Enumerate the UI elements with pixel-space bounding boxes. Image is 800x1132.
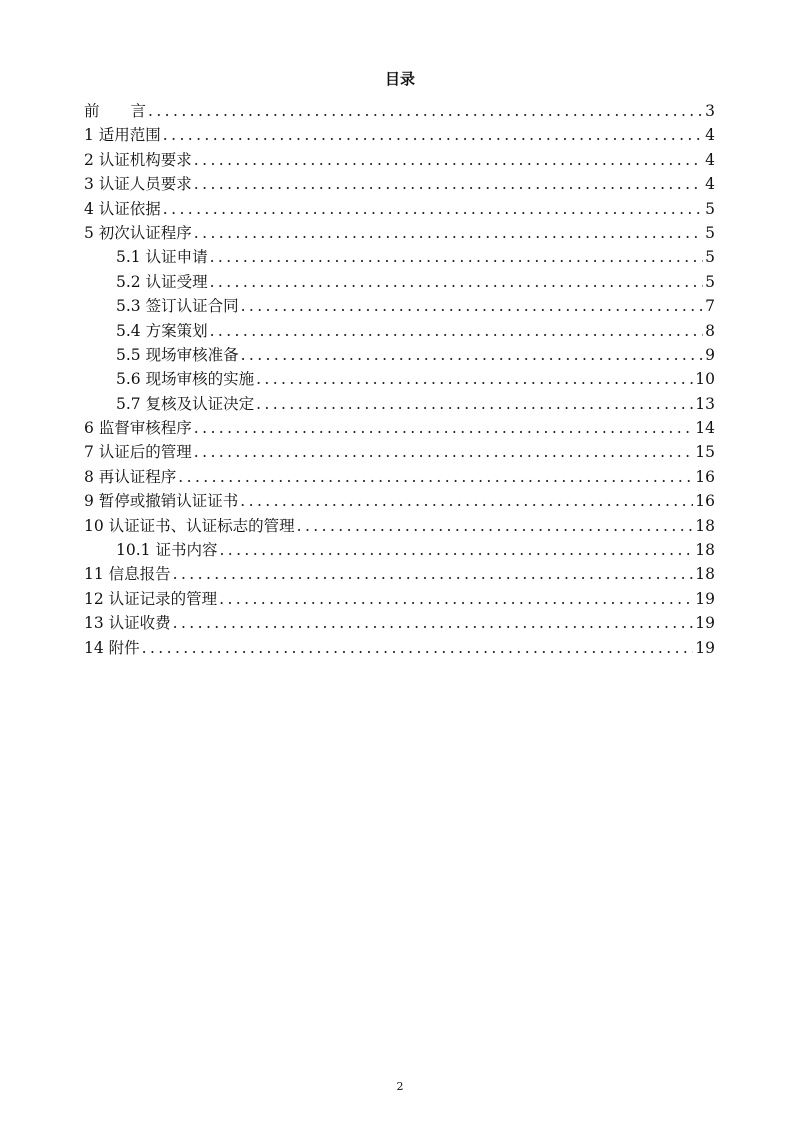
toc-entry[interactable]	[84, 587, 715, 611]
dot-leader	[256, 367, 693, 391]
toc-entry[interactable]	[84, 489, 715, 513]
page-number: 2	[396, 1080, 404, 1093]
toc-entry-page: 14	[695, 419, 715, 438]
dot-leader	[142, 636, 694, 660]
toc-entry[interactable]	[84, 562, 715, 586]
toc-entry-label: 14 附件	[84, 638, 140, 657]
toc-entry-label: 5.2 认证受理	[116, 272, 208, 291]
toc-entry[interactable]	[84, 636, 715, 660]
toc-entry-page: 8	[705, 321, 715, 340]
toc-entry-page: 4	[705, 150, 715, 169]
dot-leader	[173, 611, 694, 635]
toc-entry[interactable]	[84, 465, 715, 489]
toc-entry-page: 15	[695, 443, 715, 462]
toc-entry[interactable]	[84, 245, 715, 269]
dot-leader	[163, 123, 703, 147]
dot-leader	[194, 148, 703, 172]
toc-entry-label: 11 信息报告	[84, 565, 171, 584]
toc-entry[interactable]	[84, 538, 715, 562]
table-of-contents	[84, 99, 715, 660]
toc-entry[interactable]	[84, 611, 715, 635]
toc-entry-label: 9 暂停或撤销认证证书	[84, 492, 239, 511]
toc-entry-page: 5	[705, 272, 715, 291]
toc-entry-page: 19	[695, 614, 715, 633]
toc-entry-label: 4 认证依据	[84, 199, 161, 218]
toc-entry[interactable]	[84, 123, 715, 147]
dot-leader	[219, 587, 693, 611]
toc-entry-page: 5	[705, 199, 715, 218]
toc-entry-page: 4	[705, 175, 715, 194]
toc-entry[interactable]	[84, 294, 715, 318]
dot-leader	[194, 416, 693, 440]
toc-entry-label: 5.4 方案策划	[116, 321, 208, 340]
dot-leader	[240, 489, 693, 513]
dot-leader	[256, 392, 693, 416]
toc-entry[interactable]	[84, 343, 715, 367]
toc-entry[interactable]	[84, 319, 715, 343]
toc-entry[interactable]	[84, 99, 715, 123]
dot-leader	[210, 270, 704, 294]
dot-leader	[163, 197, 703, 221]
toc-entry-page: 5	[705, 248, 715, 267]
dot-leader	[219, 538, 693, 562]
toc-entry-page: 18	[695, 541, 715, 560]
toc-entry-label: 2 认证机构要求	[84, 150, 192, 169]
toc-entry-page: 7	[705, 297, 715, 316]
toc-entry-label: 前 言	[84, 102, 147, 120]
toc-entry[interactable]	[84, 197, 715, 221]
dot-leader	[194, 440, 693, 464]
dot-leader	[241, 343, 704, 367]
dot-leader	[148, 99, 703, 123]
toc-title: 目录	[384, 70, 415, 88]
dot-leader	[194, 221, 703, 245]
toc-entry[interactable]	[84, 514, 715, 538]
toc-entry-page: 9	[705, 345, 715, 364]
toc-entry[interactable]	[84, 221, 715, 245]
toc-entry[interactable]	[84, 416, 715, 440]
toc-entry-label: 13 认证收费	[84, 614, 171, 633]
toc-entry-page: 16	[695, 467, 715, 486]
dot-leader	[178, 465, 693, 489]
toc-entry-page: 4	[705, 126, 715, 145]
dot-leader	[210, 319, 704, 343]
toc-entry-page: 16	[695, 492, 715, 511]
toc-entry[interactable]	[84, 392, 715, 416]
toc-entry-page: 5	[705, 223, 715, 242]
toc-entry-label: 8 再认证程序	[84, 467, 177, 486]
dot-leader	[173, 562, 694, 586]
toc-entry-label: 5.3 签订认证合同	[116, 297, 239, 316]
dot-leader	[297, 514, 694, 538]
toc-entry[interactable]	[84, 270, 715, 294]
toc-entry-label: 3 认证人员要求	[84, 175, 192, 194]
toc-entry-page: 18	[695, 565, 715, 584]
toc-entry-label: 12 认证记录的管理	[84, 589, 218, 608]
toc-entry-page: 19	[695, 638, 715, 657]
dot-leader	[241, 294, 704, 318]
toc-entry-page: 3	[705, 102, 715, 120]
toc-entry-label: 10.1 证书内容	[116, 541, 218, 560]
toc-entry-label: 5.7 复核及认证决定	[116, 394, 255, 413]
toc-entry-page: 18	[695, 516, 715, 535]
toc-entry[interactable]	[84, 440, 715, 464]
toc-entry-page: 19	[695, 589, 715, 608]
toc-entry-label: 1 适用范围	[84, 126, 161, 145]
dot-leader	[194, 172, 703, 196]
toc-entry-page: 10	[695, 370, 715, 389]
toc-entry[interactable]	[84, 367, 715, 391]
toc-entry-label: 7 认证后的管理	[84, 443, 192, 462]
toc-entry-page: 13	[695, 394, 715, 413]
toc-entry-label: 6 监督审核程序	[84, 419, 192, 438]
toc-entry-label: 10 认证证书、认证标志的管理	[84, 516, 295, 535]
toc-entry[interactable]	[84, 172, 715, 196]
toc-entry-label: 5 初次认证程序	[84, 223, 192, 242]
toc-entry[interactable]	[84, 148, 715, 172]
dot-leader	[210, 245, 704, 269]
toc-entry-label: 5.5 现场审核准备	[116, 345, 239, 364]
toc-entry-label: 5.6 现场审核的实施	[116, 370, 255, 389]
toc-entry-label: 5.1 认证申请	[116, 248, 208, 267]
